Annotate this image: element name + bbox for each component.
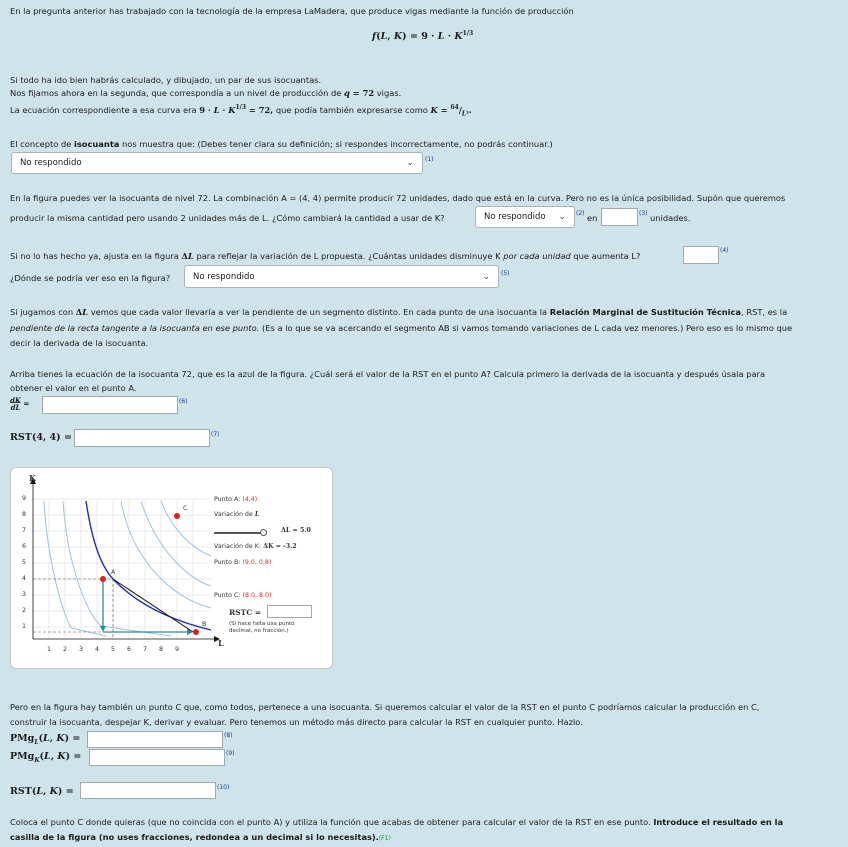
intro-text: En la pregunta anterior has trabajado con la tecnología de la empresa LaMadera, que produce vigas mediante la función de producción	[10, 6, 574, 16]
k-change-select[interactable]: No respondido ⌄	[475, 206, 575, 228]
rst-c-label: RSTC =	[229, 608, 262, 617]
pmg-l-label: PMg$_L$(L, K) =	[10, 733, 81, 746]
paragraph-place-c: Coloca el punto C donde quieras (que no coincida con el punto A) y utiliza la función que acabas de obtener para calcular el valor de la RST en ese punto. Introduce el resultado en la	[10, 817, 784, 827]
ref-2: (2)	[576, 210, 585, 217]
y-tick: 1	[22, 623, 27, 630]
chevron-down-icon: ⌄	[406, 158, 414, 168]
derivative-label: dK dL =	[10, 396, 30, 412]
ref-10: (10)	[217, 784, 230, 791]
pmg-k-label: PMg$_K$(L, K) =	[10, 751, 82, 764]
x-tick: 8	[159, 646, 164, 653]
question-isocuanta: El concepto de isocuanta nos muestra que: (Debes tener clara su definición; si respondes incorrectamente, no podrás continuar.)	[10, 139, 553, 149]
delta-l-symbol: ΔL	[75, 307, 89, 317]
rst-c-input[interactable]	[267, 605, 312, 618]
paragraph-delta-l: Si no lo has hecho ya, ajusta en la figura ΔL para reflejar la variación de L propuesta. ¿Cuántas unidades disminuye K por cada unidad que aumenta L?	[10, 251, 641, 261]
x-tick: 5	[111, 646, 116, 653]
x-tick: 6	[127, 646, 132, 653]
chevron-down-icon: ⌄	[482, 271, 490, 282]
legend-variation-l-label: Variación de L	[214, 511, 260, 518]
y-tick: 2	[22, 607, 27, 614]
grid	[33, 499, 211, 639]
legend-variation-k: Variación de K: ΔK = -3.2	[214, 543, 297, 550]
hint-line-1: (Si hace falta usa punto	[229, 621, 295, 627]
paragraph-equation: La ecuación correspondiente a esa curva era $9 \cdot L \cdot K^{1/3} = 72$, que podía también expresarse como $K = ^{64}/_{L^3}$.	[10, 104, 472, 118]
legend-point-a: Punto A: (4,4)	[214, 496, 258, 503]
paragraph-change-k: producir la misma cantidad pero usando 2 unidades más de L. ¿Cómo cambiará la cantidad a usar de K?	[10, 213, 445, 223]
ref-4: (4)	[720, 247, 729, 254]
delta-k-arrowhead	[100, 626, 106, 632]
pmg-k-input[interactable]	[89, 749, 225, 766]
y-tick: 4	[22, 575, 27, 582]
slider-knob[interactable]	[260, 529, 267, 536]
point-b[interactable]	[193, 629, 199, 635]
rst-a-label: RST(4, 4) =	[10, 432, 72, 443]
chevron-down-icon: ⌄	[558, 212, 566, 222]
rst-input[interactable]	[80, 782, 216, 799]
k-expression: $K = ^{64}/_{L^3}$.	[430, 104, 472, 118]
isoquant-equation: $9 \cdot L \cdot K^{1/3} = 72$,	[199, 104, 274, 115]
paragraph-rst-3: decir la derivada de la isocuanta.	[10, 338, 149, 348]
paragraph-derivative: Arriba tienes la ecuación de la isocuanta 72, que es la azul de la figura. ¿Cuál será el valor de la RST en el punto A? Calcula primero la derivada de la isocuanta y después úsala para	[10, 369, 766, 379]
paragraph-point-c: Pero en la figura hay también un punto C que, como todos, pertenece a una isocuanta. Si queremos calcular el valor de la RST en el punto C podríamos calcular la producción en C,	[10, 702, 760, 712]
paragraph-level: Nos fijamos ahora en la segunda, que correspondía a un nivel de producción de q = 72 vigas.	[10, 88, 402, 98]
y-tick: 7	[22, 527, 27, 534]
paragraph-point-c-2: construir la isocuanta, despejar K, derivar y evaluar. Pero tenemos un método más directo para calcular la RST en cualquier punto. Hazlo.	[10, 717, 583, 727]
k-amount-input[interactable]	[601, 208, 638, 226]
y-tick: 3	[22, 591, 27, 598]
paragraph-place-c-2: casilla de la figura (no uses fracciones, redondea a un decimal si lo necesitas).(F1)	[10, 832, 391, 842]
paragraph-isoquants: Si todo ha ido bien habrás calculado, y dibujado, un par de sus isocuantas.	[10, 75, 322, 85]
where-question: ¿Dónde se podría ver eso en la figura?	[10, 273, 171, 283]
delta-l-symbol: ΔL	[181, 251, 194, 261]
rst-a-input[interactable]	[74, 429, 210, 447]
isocuanta-select[interactable]: No respondido ⌄	[11, 152, 423, 174]
legend-point-b: Punto B: (9.0, 0.8)	[214, 559, 272, 566]
x-tick: 2	[63, 646, 68, 653]
en-text: en	[587, 213, 598, 223]
paragraph-derivative-2: obtener el valor en el punto A.	[10, 383, 137, 393]
ref-8: (8)	[224, 732, 233, 739]
y-tick: 9	[22, 495, 27, 502]
pmg-l-input[interactable]	[87, 731, 223, 748]
derivative-input[interactable]	[42, 396, 178, 414]
x-tick: 1	[47, 646, 52, 653]
hint-line-2: decimal, no fracción.)	[229, 628, 289, 634]
ref-6: (6)	[179, 398, 188, 405]
point-b-label: B	[202, 621, 207, 628]
ref-1: (1)	[425, 156, 434, 163]
ref-3: (3)	[639, 210, 648, 217]
point-a-label: A	[111, 569, 116, 576]
paragraph-rst-2: pendiente de la recta tangente a la isocuanta en ese punto. (Es a lo que se va acercando el segmento AB si vamos tomando variaciones de L cada vez menores.) Pero eso es lo mismo que	[10, 323, 793, 333]
y-tick: 5	[22, 559, 27, 566]
delta-l-value: ΔL = 5.0	[281, 527, 311, 534]
x-tick: 9	[175, 646, 180, 653]
isoquant-chart	[11, 468, 334, 670]
legend-point-c: Punto C: (8.0, 8.0)	[214, 592, 272, 599]
isoquant-curve-2	[63, 501, 171, 636]
x-tick: 3	[79, 646, 84, 653]
point-c[interactable]	[174, 513, 180, 519]
paragraph-combination: En la figura puedes ver la isocuanta de nivel 72. La combinación A = (4, 4) permite producir 72 unidades, dado que está en la curva. Pero no es la única posibilidad. Supón que queremos	[10, 193, 786, 203]
delta-l-slider[interactable]	[214, 527, 264, 537]
ref-9: (9)	[226, 750, 235, 757]
rst-label: RST(L, K) =	[10, 786, 74, 797]
point-a[interactable]	[100, 576, 106, 582]
isoquant-figure	[10, 467, 333, 669]
ref-7: (7)	[211, 431, 220, 438]
unidades-text: unidades.	[650, 213, 691, 223]
x-tick: 4	[95, 646, 100, 653]
production-function: f(L, $K) = 9 \cdot L \cdot K^{1/3}$	[372, 30, 474, 43]
y-tick: 8	[22, 511, 27, 518]
isoquant-curve-4	[121, 501, 211, 608]
k-axis-label: K	[29, 473, 36, 483]
k-decrease-input[interactable]	[683, 246, 719, 264]
y-tick: 6	[22, 543, 27, 550]
q-value: q = 72	[344, 88, 375, 98]
point-c-label: C	[183, 505, 188, 512]
ref-5: (5)	[501, 270, 510, 277]
paragraph-rst: Si jugamos con ΔL vemos que cada valor llevaría a ver la pendiente de un segmento distinto. En cada punto de una isocuanta la Relación Marginal de Sustitución Técnica, RST, es la	[10, 307, 788, 317]
l-axis-label: L	[218, 638, 224, 648]
x-tick: 7	[143, 646, 148, 653]
segment-ab	[113, 579, 193, 632]
where-select[interactable]: No respondido ⌄	[184, 265, 499, 288]
